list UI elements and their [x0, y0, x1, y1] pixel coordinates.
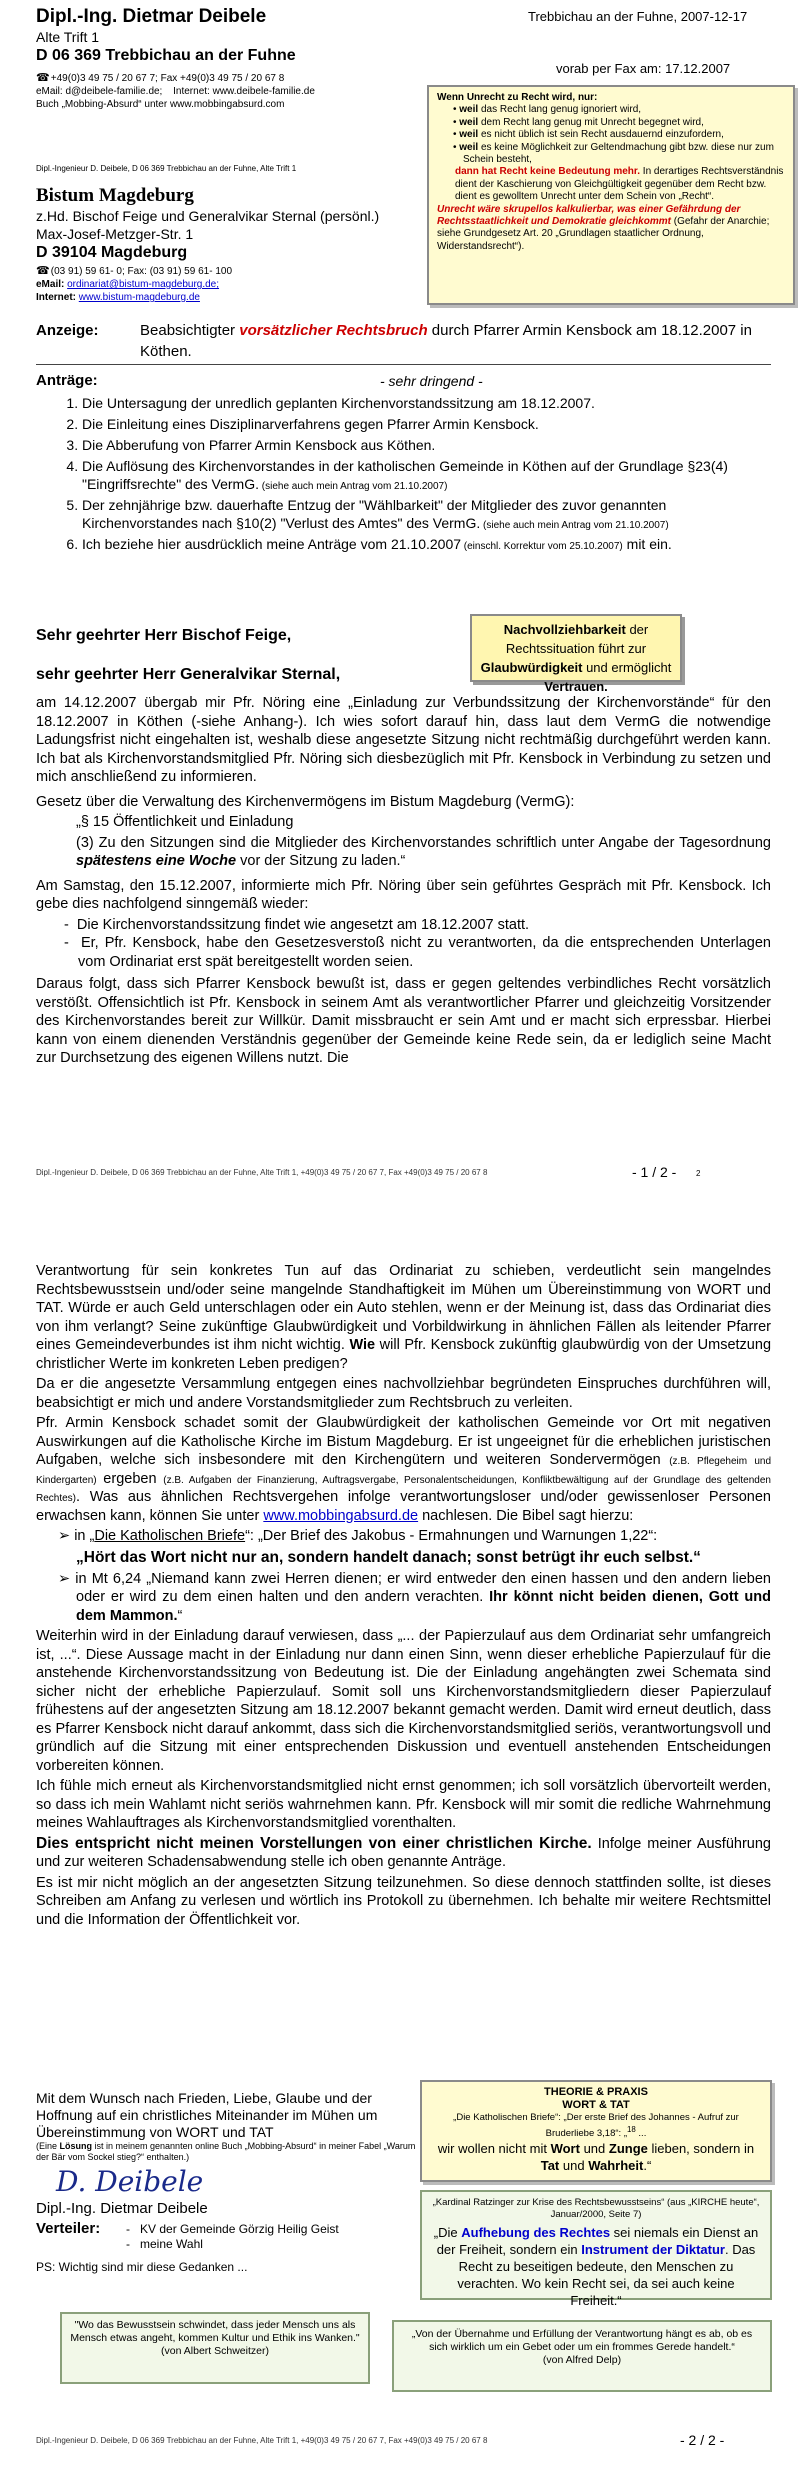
- unrecht-text2: (Gefahr der Anarchie; siehe Grundgesetz Art. 20 „Grundlagen staatlicher Ordnung, Widerstandsrecht“).: [437, 216, 770, 252]
- delp-box: [392, 2320, 772, 2392]
- closing-note-1: (Eine: [36, 2141, 60, 2151]
- unrecht-item-text: dem Recht lang genug mit Unrecht begegnet wird,: [478, 116, 704, 128]
- antrag-note: (siehe auch mein Antrag vom 21.10.2007): [258, 481, 448, 492]
- anzeige-text-2: durch Pfarrer Armin Kensbock am 18.12.2007 in Köthen.: [140, 322, 752, 360]
- fax-line: vorab per Fax am: 17.12.2007: [556, 61, 731, 76]
- theorie-t2: und: [579, 2141, 609, 2157]
- p2-paragraph-2: Da er die angesetzte Versammlung entgegen eines nachvollziehbar begründeten Einspruches durchführen will, beabsichtigt er mich und andere Vorstandsmitglieder zum Rechtsbruch zu verleiten.: [36, 1376, 771, 1411]
- page1-body: [36, 694, 771, 1068]
- bullet-icon: •: [453, 129, 460, 141]
- signature: D. Deibele: [56, 2165, 204, 2198]
- nachvollzieh-b3: Vertrauen.: [544, 679, 608, 694]
- unrecht-item-text: es keine Möglichkeit zur Geltendmachung gibt bzw. diese nur zum Schein besteht,: [463, 141, 774, 166]
- page2-number: - 2 / 2 -: [680, 2432, 725, 2448]
- unrecht-item-weil: weil: [459, 116, 479, 128]
- theorie-source-text: „Die Katholischen Briefe“: „Der erste Brief des Johannes - Aufruf zur Bruderliebe 3,18“: „: [453, 2112, 739, 2140]
- p2-paragraph-4: Weiterhin wird in der Einladung darauf verwiesen, dass „... der Papierzulauf aus dem Ordinariat sehr umfangreich ist, ...“. Diese Aussage macht in der Einladung nur dann einen Sinn, wenn dieser erhebliche Papierzulauf für die anstehende Kirchenvorstandssitzung von Bedeutung ist. Die der Einladung angehängten zwei Schemata sind sicher nicht der erhebliche Papierzulauf. Somit soll uns Kirchenvorstandsmitgliedern dieser Papierzulauf frühestens auf der angesetzten Sitzung am 18.12.2007 bekannt gemacht werden. Damit wird erneut deutlich, dass es Pfarrer Kensbock nicht darauf ankommt, dass sich die Kirchenvorstandsmitglied seriös, verantwortungsvoll und gründlich auf die Sitzung mit einer entsprechenden Diskussion und eventuell anstehenden Entscheidungen vorbereiten können.: [36, 1628, 771, 1774]
- dash-bullet-icon: -: [64, 935, 81, 951]
- arrow-bullet-icon: ➢: [58, 1570, 76, 1587]
- ratzinger-b2: Instrument der Diktatur: [581, 2242, 725, 2257]
- internet-label: Internet:: [173, 86, 210, 97]
- antrag-item: [82, 496, 742, 532]
- paragraph-3: Daraus folgt, dass sich Pfarrer Kensbock bewußt ist, dass er gegen geltendes verbindliches Recht vorsätzlich verstößt. Offensichtlich ist Pfr. Kensbock in seinem Amt als verantwortlicher Pfarrer und gleichzeitig Vorsitzender des Kirchenvorstandes bereit zur Willkür. Damit missbraucht er sein Amt und er macht sich erpressbar. Hierbei kann von einem dienenden Verständnis gegenüber der Gemeinde keine Rede sein, da er lediglich seine Macht zur Durchsetzung des eigenen Willens nutzt. Die: [36, 976, 771, 1066]
- sender-phone-fax: +49(0)3 49 75 / 20 67 7; Fax +49(0)3 49 75 / 20 67 8: [50, 73, 285, 84]
- gesetz-bold: spätestens eine Woche: [76, 853, 237, 869]
- bible-quote-2: [36, 1570, 771, 1626]
- recipient-internet-label: Internet:: [36, 292, 76, 303]
- theorie-quote: [430, 2140, 762, 2174]
- unrecht-item-weil: weil: [459, 141, 479, 153]
- dash-item-text: Die Kirchenvorstandssitzung findet wie angesetzt am 18.12.2007 statt.: [76, 916, 530, 933]
- gesetz-paragraph: „§ 15 Öffentlichkeit und Einladung: [76, 814, 294, 830]
- recipient-internet-line: [36, 291, 426, 304]
- theorie-sup: 18: [626, 2125, 636, 2134]
- anzeige-divider: [36, 364, 771, 365]
- antrag-text: Die Auflösung des Kirchenvorstandes in der katholischen Gemeinde in Köthen auf der Grundlage §23(4) "Eingriffsrechte" des VermG.: [82, 458, 728, 492]
- recipient-phone-line: [36, 265, 426, 278]
- arrow-bullet-icon: ➢: [58, 1528, 75, 1544]
- recipient-email[interactable]: ordinariat@bistum-magdeburg.de;: [67, 279, 220, 290]
- bible1-mid: “: „Der Brief des Jakobus - Ermahnungen und Warnungen 1,22“:: [245, 1528, 658, 1544]
- recipient-email-line: [36, 278, 426, 291]
- signature-name: Dipl.-Ing. Dietmar Deibele: [36, 2200, 208, 2217]
- delp-author: (von Alfred Delp): [542, 2354, 622, 2366]
- sender-book: Buch „Mobbing-Absurd“ unter www.mobbingabsurd.com: [36, 99, 285, 110]
- p2-para1-bold: Wie: [349, 1337, 376, 1353]
- theorie-b2: Zunge: [608, 2141, 648, 2157]
- bible1-quote: „Hört das Wort nicht nur an, sondern handelt danach; sonst betrügt ihr euch selbst.“: [76, 1548, 701, 1566]
- unrecht-list-item: [437, 129, 785, 141]
- unrecht-dann-line: [437, 166, 785, 203]
- theorie-b3: Tat: [540, 2158, 560, 2174]
- bullet-icon: •: [453, 116, 460, 128]
- return-address-line: Dipl.-Ingenieur D. Deibele, D 06 369 Trebbichau an der Fuhne, Alte Trift 1: [36, 164, 297, 173]
- p2-para6-tail: Infolge meiner Ausführung und zur weiteren Schadensabwendung stelle ich oben genannte Anträge.: [36, 1835, 771, 1870]
- ratzinger-t3: . Das Recht zu beseitigen bedeute, den Menschen zu verachten. Wo kein Recht sei, da sei auch keine Freiheit.“: [457, 2242, 756, 2308]
- recipient-block: [36, 185, 426, 304]
- theorie-title-2: WORT & TAT: [562, 2099, 630, 2111]
- antrag-item: [82, 457, 742, 493]
- antraege-urgent: - sehr dringend -: [380, 373, 483, 389]
- dash-list-item: [50, 916, 771, 935]
- bible1-underline: Die Katholischen Briefe: [94, 1528, 246, 1544]
- gesetz-text: [76, 834, 771, 871]
- unrecht-dann: dann hat Recht keine Bedeutung mehr.: [455, 166, 641, 178]
- unrecht-item-text: es nicht üblich ist sein Recht ausdauernd einzufordern,: [478, 129, 724, 141]
- antrag-text: Die Untersagung der unredlich geplanten Kirchenvorstandssitzung am 18.12.2007.: [82, 395, 595, 411]
- p2-paragraph-6: [36, 1835, 771, 1872]
- antrag-item: [82, 436, 742, 454]
- schweitzer-box: [60, 2312, 370, 2384]
- antraege-list: [56, 394, 742, 556]
- theorie-b4: Wahrheit: [588, 2158, 644, 2174]
- dash-bullet-icon: -: [64, 916, 77, 933]
- antrag-note: (einschl. Korrektur vom 25.10.2007): [461, 541, 623, 552]
- p2-paragraph-5: Ich fühle mich erneut als Kirchenvorstandsmitglied nicht ernst genommen; ich soll vorsätzlich übervorteilt werden, so dass ich mein Wahlamt nicht seriös wahrnehmen kann. Pfr. Kensbock will mir somit die redliche Wahrnehmung meines Wahlauftrages als Kirchenvorstandsmitglied vorenthalten.: [36, 1778, 771, 1831]
- sender-street: Alte Trift 1: [36, 29, 100, 45]
- page1-number: - 1 / 2 -: [632, 1164, 677, 1180]
- antrag-text: Der zehnjährige bzw. dauerhafte Entzug der "Wählbarkeit" der Mitglieder des zuvor genannten Kirchenvorstandes nach §10(2) "Verlust des Amtes" des VermG.: [82, 497, 667, 531]
- p2-para3-mid: ergeben: [96, 1470, 164, 1487]
- verteiler-item: [126, 2222, 339, 2237]
- theorie-t4: und: [559, 2158, 589, 2174]
- unrecht-item-weil: weil: [459, 104, 479, 116]
- theorie-t3: lieben, sondern in: [647, 2141, 755, 2157]
- sender-website[interactable]: www.deibele-familie.de: [212, 86, 315, 97]
- letter-page-1: [0, 0, 800, 1222]
- ratzinger-b1: Aufhebung des Rechtes: [461, 2225, 611, 2240]
- recipient-city: D 39104 Magdeburg: [36, 244, 188, 261]
- theorie-t5: .“: [643, 2158, 652, 2174]
- gesetz-title: Gesetz über die Verwaltung des Kirchenvermögens im Bistum Magdeburg (VermG):: [36, 793, 575, 810]
- ratzinger-source: „Kardinal Ratzinger zur Krise des Rechtsbewusstseins“ (aus „KIRCHE heute“, Januar/2000, Seite 7): [432, 2197, 760, 2220]
- phone-icon: ☎: [36, 265, 50, 277]
- p2-para3-small1: (z.B. Pflegeheim und Kindergarten): [36, 1456, 772, 1486]
- recipient-attn: z.Hd. Bischof Feige und Generalvikar Sternal (persönl.): [36, 208, 380, 224]
- ratzinger-t1: „Die: [433, 2225, 462, 2240]
- page2-body: [36, 1262, 771, 1929]
- antrag-text: Die Abberufung von Pfarrer Armin Kensbock aus Köthen.: [82, 437, 436, 453]
- sender-city: D 06 369 Trebbichau an der Fuhne: [36, 47, 296, 64]
- theorie-source: [430, 2112, 762, 2140]
- p2-para6-bold: Dies entspricht nicht meinen Vorstellungen von einer christlichen Kirche.: [36, 1834, 592, 1852]
- unrecht-list-item: [437, 117, 785, 129]
- delp-quote: „Von der Übernahme und Erfüllung der Verantwortung hängt es ab, ob es sich wirklich um ein Gebet oder um ein frommes Gerede handelt.“: [411, 2328, 753, 2353]
- closing-note-2: ist in meinem genannten online Buch „Mobbing-Absurd“ in meiner Fabel „Warum der Bär vom Sockel stieg?“ enthalten.): [36, 2141, 416, 2162]
- dash-item-text: Er, Pfr. Kensbock, habe den Gesetzesverstoß nicht zu verantworten, da die entsprechenden Unterlagen vom Ordinariat erst spät bereitgestellt worden seien.: [78, 935, 771, 970]
- verteiler-label: Verteiler:: [36, 2220, 101, 2237]
- nachvollzieh-box: [470, 614, 682, 694]
- unrecht-quote-box: [427, 85, 795, 305]
- antrag-text: Ich beziehe hier ausdrücklich meine Anträge vom 21.10.2007: [82, 536, 462, 552]
- bible2-end: “: [177, 1607, 183, 1624]
- paragraph-2: Am Samstag, den 15.12.2007, informierte mich Pfr. Nöring über sein geführtes Gespräch mit Pfr. Kensbock. Ich gebe dies nachfolgend sinngemäß wieder:: [36, 877, 771, 912]
- sender-contact-line: [36, 85, 416, 98]
- unrecht-item-weil: weil: [459, 129, 479, 141]
- page2-footer: Dipl.-Ingenieur D. Deibele, D 06 369 Trebbichau an der Fuhne, Alte Trift 1, +49(0)3 49 75 / 20 67 7, Fax +49(0)3 49 75 / 20 67 8: [36, 2436, 488, 2445]
- p2-para1-tail: will Pfr. Kensbock zukünftig glaubwürdig von der Umsetzung christlicher Werte im konkreten Leben predigen?: [36, 1337, 772, 1372]
- recipient-org: Bistum Magdeburg: [36, 185, 194, 206]
- theorie-source-end: ...: [635, 2128, 647, 2140]
- anzeige-text-1: Beabsichtigter: [140, 322, 240, 339]
- anzeige-label: Anzeige:: [36, 322, 99, 339]
- verteiler-item: [126, 2237, 339, 2252]
- ratzinger-t2: sei niemals ein Dienst an der Freiheit, sondern ein: [436, 2225, 759, 2257]
- p2-para3-end: nachlesen. Die Bibel sagt hierzu:: [418, 1507, 634, 1524]
- p2-paragraph-1: [36, 1262, 771, 1373]
- nachvollzieh-t2: und ermöglicht: [582, 660, 672, 675]
- ps-line: PS: Wichtig sind mir diese Gedanken ...: [36, 2260, 248, 2274]
- bullet-icon: •: [453, 141, 460, 153]
- unrecht-item-text: das Recht lang genug ignoriert wird,: [478, 104, 642, 116]
- bullet-icon: •: [453, 104, 460, 116]
- sender-email[interactable]: d@deibele-familie.de;: [65, 86, 163, 97]
- schweitzer-author: (von Albert Schweitzer): [161, 2345, 269, 2357]
- verteiler-list: [126, 2222, 339, 2252]
- p2-para1-text: Verantwortung für sein konkretes Tun auf das Ordinariat zu schieben, verdeutlicht sein mangelndes Rechtsbewusstsein und/oder seine mangelnde Standhaftigkeit im Mühen um Übereinstimmung von WORT und TAT. Würde er auch Geld unterschlagen oder ein Auto stehlen, wenn er der Meinung ist, dass das Ordinariat dies von ihm verlangt? Seine zukünftige Glaubwürdigkeit und Vorbildwirkung in ähnlichen Fällen als leitender Pfarrer eines Gemeindeverbundes ist ihm nicht wichtig.: [36, 1263, 771, 1353]
- closing-note: [36, 2141, 416, 2163]
- nachvollzieh-b2: Glaubwürdigkeit: [480, 660, 583, 675]
- theorie-b1: Wort: [550, 2141, 580, 2157]
- dash-bullet-icon: -: [126, 2237, 140, 2251]
- closing-note-bold: Lösung: [59, 2141, 93, 2151]
- verteiler-text: KV der Gemeinde Görzig Heilig Geist: [140, 2222, 339, 2236]
- antrag-tail: mit ein.: [622, 536, 672, 552]
- email-label: eMail:: [36, 86, 63, 97]
- greeting-1: Sehr geehrter Herr Bischof Feige,: [36, 627, 292, 644]
- recipient-phone: (03 91) 59 61- 0; Fax: (03 91) 59 61- 100: [50, 266, 233, 277]
- p2-paragraph-7: Es ist mir nicht möglich an der angesetzten Sitzung teilzunehmen. So diese dennoch stattfinden sollte, ist dieses Schreiben am Anfang zu verlesen und wörtlich ins Protokoll zu übernehmen. Ich behalte mir weitere Rechtsmittel und die Information der Öffentlichkeit vor.: [36, 1874, 771, 1928]
- p2-paragraph-3: [36, 1414, 771, 1525]
- schweitzer-quote: "Wo das Bewusstsein schwindet, dass jeder Mensch uns als Mensch etwas angeht, kommen Kultur und Ethik ins Wanken.": [70, 2319, 360, 2344]
- sender-name: Dipl.-Ing. Dietmar Deibele: [36, 6, 267, 27]
- dash-list: [36, 916, 771, 972]
- sender-block: [36, 6, 416, 111]
- sender-phone-line: [36, 72, 416, 85]
- unrecht-red: Unrecht wäre skrupellos kalkulierbar, was einer Gefährdung der Rechtsstaatlichkeit und Demokratie gleichkommt: [437, 203, 741, 228]
- unrecht-list: [437, 104, 785, 166]
- date-line: Trebbichau an der Fuhne, 2007-12-17: [528, 9, 748, 24]
- page1-number-small: 2: [696, 1169, 701, 1178]
- ratzinger-box: [420, 2190, 772, 2308]
- nachvollzieh-t1: der Rechtssituation führt zur: [505, 622, 649, 656]
- closing-block: [36, 2090, 416, 2163]
- unrecht-text1: In derartiges Rechtsverständnis dient der Kaschierung von Gleichgültigkeit gegenüber dem Recht bzw. dient es gewolltem Unrecht unter dem Schein von „Recht“.: [455, 166, 784, 203]
- bible-quote-1: [36, 1527, 771, 1568]
- p2-para3-small2: (z.B. Aufgaben der Finanzierung, Auftragsvergabe, Personalentscheidungen, Konfliktbewältigung auf der Grundlage des geltenden Rechtes): [36, 1474, 771, 1504]
- ratzinger-quote: [430, 2224, 762, 2309]
- greeting-2: sehr geehrter Herr Generalvikar Sternal,: [36, 666, 341, 683]
- antrag-note: (siehe auch mein Antrag vom 21.10.2007): [480, 520, 669, 531]
- dash-bullet-icon: -: [126, 2222, 140, 2236]
- dash-list-item: [50, 934, 771, 971]
- phone-icon: ☎: [36, 72, 50, 84]
- p2-para3-tail: . Was aus ähnlichen Rechtsvergehen infolge verantwortungsloser und/oder gewissenloser Personen erwachsen kann, können Sie unter: [36, 1489, 771, 1524]
- gesetz-text-2: vor der Sitzung zu laden.“: [236, 853, 406, 869]
- bible1-intro: in „: [74, 1528, 95, 1544]
- recipient-email-label: eMail:: [36, 279, 65, 290]
- recipient-website[interactable]: www.bistum-magdeburg.de: [78, 292, 200, 303]
- anzeige-bold: vorsätzlicher Rechtsbruch: [239, 322, 428, 339]
- p2-para3-text: Pfr. Armin Kensbock schadet somit der Glaubwürdigkeit der katholischen Gemeinde vor Ort mit negativen Auswirkungen auf die Katholische Kirche im Bistum Magdeburg. Er ist ungeeignet für die erheblichen juristischen Aufgaben, welche sich insbesondere mit den Kirchengütern und weiteren Sondervermögen: [36, 1415, 771, 1468]
- bible2-bold: Ihr könnt nicht beiden dienen, Gott und dem Mammon.: [76, 1589, 772, 1624]
- recipient-street: Max-Josef-Metzger-Str. 1: [36, 226, 194, 242]
- antrag-item: [82, 415, 742, 433]
- theorie-title-1: THEORIE & PRAXIS: [544, 2086, 648, 2098]
- paragraph-1: am 14.12.2007 übergab mir Pfr. Nöring eine „Einladung zur Verbundssitzung der Kirchenvorstände“ für den 18.12.2007 in Köthen (-siehe Anhang-). Ich wies sofort darauf hin, dass laut dem VermG die notwendige Ladungsfrist nicht eingehalten ist, weshalb diese angesetzte Sitzung nicht rechtmäßig durchgeführt werden kann. Ich bat als Kirchenvorstandsmitglied Pfr. Nöring sich diesbezüglich mit Pfr. Kensbock in Verbindung zu setzen und mich anschließend zu informieren.: [36, 695, 771, 785]
- unrecht-list-item: [437, 104, 785, 116]
- page-gap: [0, 1222, 800, 1250]
- page1-footer: Dipl.-Ingenieur D. Deibele, D 06 369 Trebbichau an der Fuhne, Alte Trift 1, +49(0)3 49 75 / 20 67 7, Fax +49(0)3 49 75 / 20 67 8: [36, 1168, 488, 1177]
- nachvollzieh-b1: Nachvollziehbarkeit: [503, 622, 626, 637]
- verteiler-text: meine Wahl: [140, 2237, 203, 2251]
- closing-text: Mit dem Wunsch nach Frieden, Liebe, Glaube und der Hoffnung auf ein christliches Miteinander im Mühen um Übereinstimmung von WORT und TAT: [36, 2090, 378, 2140]
- mobbingabsurd-link[interactable]: www.mobbingabsurd.de: [263, 1507, 419, 1524]
- theorie-t1: wir wollen nicht mit: [437, 2141, 551, 2157]
- antrag-item: [82, 394, 742, 412]
- unrecht-intro: Wenn Unrecht zu Recht wird, nur:: [437, 92, 598, 103]
- bible2-text: in Mt 6,24 „Niemand kann zwei Herren dienen; er wird entweder den einen hassen und den andern lieben oder er wird zu dem einen halten und den andern verachten.: [75, 1570, 771, 1605]
- anzeige-text: [140, 320, 770, 362]
- antrag-item: [82, 535, 742, 553]
- unrecht-list-item: [437, 142, 785, 167]
- unrecht-red-line: [437, 204, 785, 254]
- letter-page-2: [0, 1250, 800, 2482]
- theorie-praxis-box: [420, 2080, 772, 2182]
- gesetz-text-1: (3) Zu den Sitzungen sind die Mitglieder des Kirchenvorstandes schriftlich unter Angabe der Tagesordnung: [76, 834, 771, 851]
- antrag-text: Die Einleitung eines Disziplinarverfahrens gegen Pfarrer Armin Kensbock.: [82, 416, 539, 432]
- antraege-label: Anträge:: [36, 372, 98, 389]
